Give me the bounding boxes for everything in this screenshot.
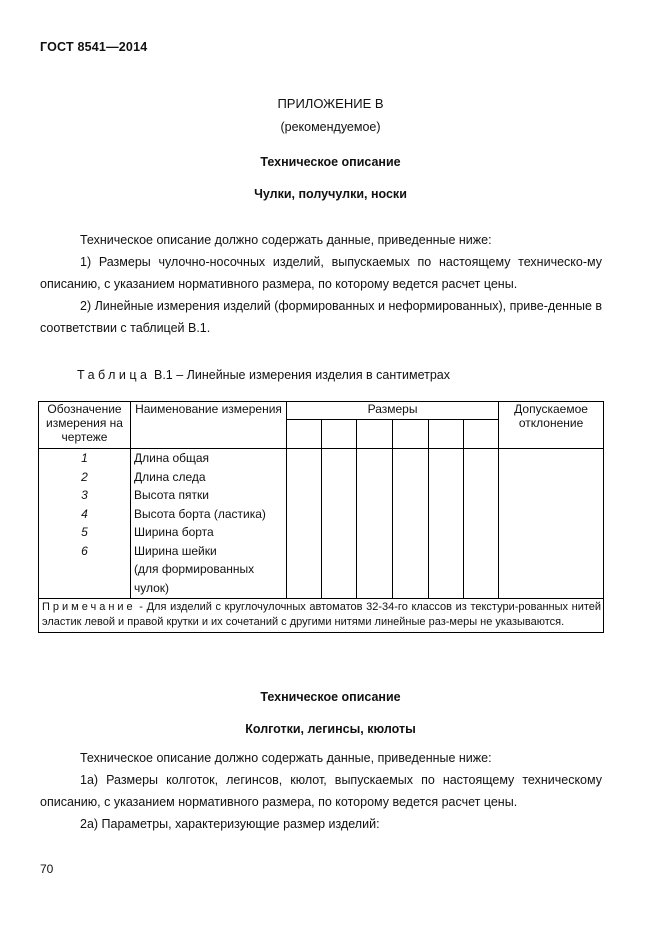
col-header-designation: Обозначение измерения на чертеже <box>39 402 131 449</box>
size-column <box>322 420 357 449</box>
table-row-number: 5 <box>81 525 88 539</box>
size-cell <box>464 449 499 599</box>
section1-subheading: Чулки, получулки, носки <box>254 187 407 201</box>
section1-body <box>40 229 602 339</box>
size-cell <box>429 449 464 599</box>
size-cell <box>322 449 357 599</box>
table-row-name: Ширина борта <box>134 525 214 539</box>
table-note <box>39 599 604 633</box>
size-column <box>429 420 464 449</box>
section2-heading: Техническое описание <box>260 690 401 704</box>
size-column <box>393 420 429 449</box>
table-row-name: Ширина шейки <box>134 543 217 558</box>
table-row-name: Высота пятки <box>134 488 209 502</box>
tolerance-cell <box>499 449 604 599</box>
size-column <box>287 420 322 449</box>
size-cell <box>357 449 393 599</box>
table-row-name: Длина следа <box>134 469 206 484</box>
size-cell <box>393 449 429 599</box>
table-caption-text: В.1 – Линейные измерения изделия в сантиметрах <box>150 368 450 382</box>
appendix-status: (рекомендуемое) <box>280 120 381 134</box>
table-row-number: 4 <box>81 506 88 521</box>
measurements-table <box>38 401 604 633</box>
table-row-number: 2 <box>81 469 88 484</box>
name-cell <box>131 449 287 599</box>
section2-intro: Техническое описание должно содержать данные, приведенные ниже: <box>80 751 492 765</box>
section1-item2: 2) Линейные измерения изделий (формированных и неформированных), приве-денные в соответствии с таблицей В.1. <box>40 299 603 335</box>
table-note-text: - Для изделий с круглочулочных автоматов 32-34-го классов из текстури-рованных нитей эластик левой и правой крутки и их сочетаний с другими нитями линейные раз-меры не указываются. <box>42 601 602 628</box>
table-note-label: Примечание <box>42 601 136 613</box>
size-column <box>357 420 393 449</box>
section2-body <box>40 747 602 835</box>
table-row-number: 6 <box>81 543 88 558</box>
table-caption-label: Таблица <box>77 368 151 382</box>
appendix-title: ПРИЛОЖЕНИЕ В <box>277 96 384 111</box>
page-number: 70 <box>40 862 54 876</box>
section1-intro: Техническое описание должно содержать данные, приведенные ниже: <box>80 233 492 247</box>
section2-item1a: 1а) Размеры колготок, легинсов, кюлот, выпускаемых по настоящему техническому описанию, с указанием нормативного размера, по которому ведется расчет цены. <box>40 773 602 809</box>
col-header-tolerance: Допускаемое отклонение <box>499 402 604 449</box>
col-header-sizes: Размеры <box>287 402 499 420</box>
table-caption <box>77 368 450 382</box>
col-header-name: Наименование измерения <box>131 402 287 449</box>
document-header: ГОСТ 8541—2014 <box>40 40 148 54</box>
section1-item1: 1) Размеры чулочно-носочных изделий, выпускаемых по настоящему техническо-му описанию, с указанием нормативного размера, по которому ведется расчет цены. <box>40 255 602 291</box>
table-row-number: 1 <box>81 451 88 465</box>
section2-subheading: Колготки, легинсы, кюлоты <box>245 722 416 736</box>
size-column <box>464 420 499 449</box>
designation-cell <box>39 449 131 599</box>
table-row-number: 3 <box>81 488 88 502</box>
table-row-name: Высота борта (ластика) <box>134 506 266 521</box>
table-row-name: (для формированных чулок) <box>134 562 255 595</box>
section1-heading: Техническое описание <box>260 155 401 169</box>
section2-item2a: 2а) Параметры, характеризующие размер изделий: <box>80 817 380 831</box>
table-row-name: Длина общая <box>134 451 210 465</box>
size-cell <box>287 449 322 599</box>
